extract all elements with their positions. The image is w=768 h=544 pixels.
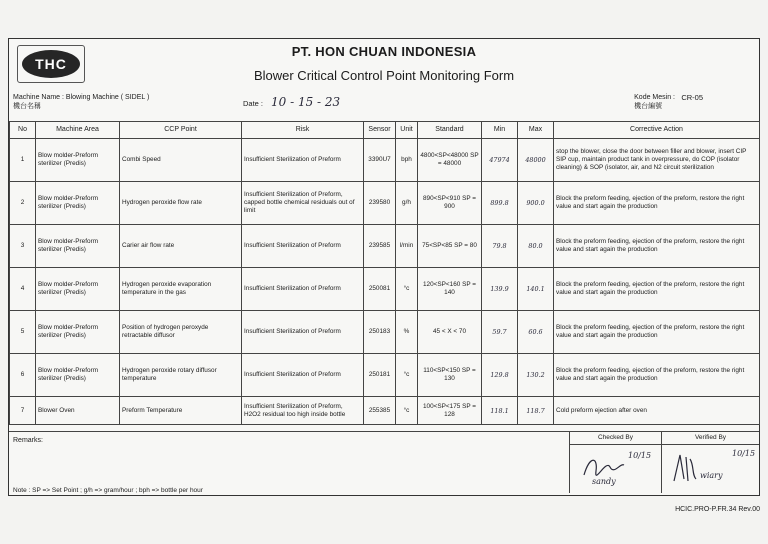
verified-date: 10/15 [732, 449, 756, 458]
column-header: Min [482, 122, 518, 139]
column-header: Standard [418, 122, 482, 139]
row-standard: 110<SP<150 SP = 130 [418, 354, 482, 397]
row-corrective-action: Block the preform feeding, ejection of the preform, restore the right value and start again the production [554, 268, 760, 311]
row-risk: Insufficient Sterilization of Preform, H2O2 residual too high inside bottle [242, 397, 364, 425]
column-header: Machine Area [36, 122, 120, 139]
row-unit: bph [396, 139, 418, 182]
row-min-value: 118.1 [482, 397, 518, 425]
column-header: Sensor [364, 122, 396, 139]
row-no: 1 [10, 139, 36, 182]
row-sensor: 250081 [364, 268, 396, 311]
machine-name-label: Machine Name : Blowing Machine ( SIDEL ) [13, 94, 150, 101]
logo-text: THC [22, 50, 80, 78]
row-machine-area: Blow molder-Preform sterilizer (Predis) [36, 139, 120, 182]
row-min-value: 47974 [482, 139, 518, 182]
row-unit: g/h [396, 182, 418, 225]
date-label: Date : [243, 99, 264, 108]
row-machine-area: Blow molder-Preform sterilizer (Predis) [36, 268, 120, 311]
row-min-value: 79.8 [482, 225, 518, 268]
row-corrective-action: Block the preform feeding, ejection of the preform, restore the right value and start again the production [554, 311, 760, 354]
table-header-row [10, 122, 760, 139]
row-corrective-action: Block the preform feeding, ejection of the preform, restore the right value and start again the production [554, 182, 760, 225]
row-sensor: 239580 [364, 182, 396, 225]
ccp-table [9, 121, 760, 425]
row-machine-area: Blow molder-Preform sterilizer (Predis) [36, 354, 120, 397]
column-header: Max [518, 122, 554, 139]
row-min-value: 129.8 [482, 354, 518, 397]
row-ccp-point: Position of hydrogen peroxyde retractable diffusor [120, 311, 242, 354]
row-corrective-action: Cold preform ejection after oven [554, 397, 760, 425]
row-max-value: 900.0 [518, 182, 554, 225]
row-machine-area: Blower Oven [36, 397, 120, 425]
verified-by-label: Verified By [662, 431, 759, 445]
row-unit: % [396, 311, 418, 354]
column-header: No [10, 122, 36, 139]
row-ccp-point: Preform Temperature [120, 397, 242, 425]
kode-mesin-field [634, 93, 675, 111]
row-sensor: 239585 [364, 225, 396, 268]
row-no: 7 [10, 397, 36, 425]
table-row [10, 311, 760, 354]
row-unit: °c [396, 397, 418, 425]
row-no: 6 [10, 354, 36, 397]
row-risk: Insufficient Sterilization of Preform [242, 311, 364, 354]
row-sensor: 255385 [364, 397, 396, 425]
machine-name-cn: 機台名稱 [13, 103, 41, 110]
row-ccp-point: Hydrogen peroxide flow rate [120, 182, 242, 225]
column-header: Risk [242, 122, 364, 139]
kode-mesin-cn: 機台編號 [634, 103, 663, 110]
row-machine-area: Blow molder-Preform sterilizer (Predis) [36, 225, 120, 268]
kode-mesin-value: CR-05 [681, 93, 703, 102]
row-risk: Insufficient Sterilization of Preform [242, 268, 364, 311]
table-row [10, 268, 760, 311]
checked-date: 10/15 [628, 451, 652, 460]
verified-by-box [661, 431, 759, 493]
machine-name-field [13, 93, 149, 111]
row-ccp-point: Carier air flow rate [120, 225, 242, 268]
row-machine-area: Blow molder-Preform sterilizer (Predis) [36, 182, 120, 225]
row-standard: 45 < X < 70 [418, 311, 482, 354]
row-no: 2 [10, 182, 36, 225]
checked-name: sandy [592, 477, 616, 486]
row-unit: °c [396, 354, 418, 397]
row-min-value: 139.9 [482, 268, 518, 311]
company-name: PT. HON CHUAN INDONESIA [291, 44, 477, 59]
row-max-value: 130.2 [518, 354, 554, 397]
row-max-value: 48000 [518, 139, 554, 182]
row-max-value: 60.6 [518, 311, 554, 354]
verified-name: wiary [700, 471, 723, 480]
form-title: Blower Critical Control Point Monitoring Form [253, 68, 515, 83]
row-standard: 100<SP<175 SP = 128 [418, 397, 482, 425]
row-max-value: 80.0 [518, 225, 554, 268]
row-ccp-point: Combi Speed [120, 139, 242, 182]
row-standard: 890<SP<910 SP = 900 [418, 182, 482, 225]
row-risk: Insufficient Sterilization of Preform [242, 139, 364, 182]
checked-by-label: Checked By [570, 431, 661, 445]
row-ccp-point: Hydrogen peroxide evaporation temperature in the gas [120, 268, 242, 311]
row-standard: 4800<SP<48000 SP = 48000 [418, 139, 482, 182]
table-row [10, 354, 760, 397]
table-row [10, 225, 760, 268]
checked-by-signature [570, 445, 661, 493]
row-unit: °c [396, 268, 418, 311]
document-code: HCIC.PRO-P.FR.34 Rev.00 [675, 506, 760, 513]
table-row [10, 397, 760, 425]
row-risk: Insufficient Sterilization of Preform [242, 354, 364, 397]
checked-by-box [569, 431, 661, 493]
ccp-monitoring-form [8, 38, 760, 496]
row-corrective-action: Block the preform feeding, ejection of the preform, restore the right value and start again the production [554, 225, 760, 268]
row-max-value: 118.7 [518, 397, 554, 425]
row-no: 5 [10, 311, 36, 354]
table-row [10, 182, 760, 225]
row-corrective-action: Block the preform feeding, ejection of the preform, restore the right value and start again the production [554, 354, 760, 397]
column-header: CCP Point [120, 122, 242, 139]
row-max-value: 140.1 [518, 268, 554, 311]
column-header: Corrective Action [554, 122, 760, 139]
column-header: Unit [396, 122, 418, 139]
abbreviation-note: Note : SP => Set Point ; g/h => gram/hour ; bph => bottle per hour [13, 487, 203, 494]
row-min-value: 59.7 [482, 311, 518, 354]
row-risk: Insufficient Sterilization of Preform [242, 225, 364, 268]
row-unit: l/min [396, 225, 418, 268]
row-standard: 75<SP<85 SP = 80 [418, 225, 482, 268]
row-machine-area: Blow molder-Preform sterilizer (Predis) [36, 311, 120, 354]
row-risk: Insufficient Sterilization of Preform, capped bottle chemical residuals out of limit [242, 182, 364, 225]
remarks-label: Remarks: [13, 437, 43, 444]
kode-mesin-label: Kode Mesin : [634, 94, 675, 101]
verified-by-signature [662, 445, 759, 493]
row-sensor: 250183 [364, 311, 396, 354]
row-corrective-action: stop the blower, close the door between filler and blower, insert CIP SIP cup, maintain product tank in overpressure, do COP (isolator cleaning) & SOP (isolator, air, and N2 circuit sterilization [554, 139, 760, 182]
row-ccp-point: Hydrogen peroxide rotary diffusor temperature [120, 354, 242, 397]
row-sensor: 3390U7 [364, 139, 396, 182]
date-value: 10 - 15 - 23 [271, 95, 341, 109]
table-row [10, 139, 760, 182]
row-no: 3 [10, 225, 36, 268]
row-no: 4 [10, 268, 36, 311]
row-standard: 120<SP<160 SP = 140 [418, 268, 482, 311]
row-sensor: 250181 [364, 354, 396, 397]
row-min-value: 899.8 [482, 182, 518, 225]
